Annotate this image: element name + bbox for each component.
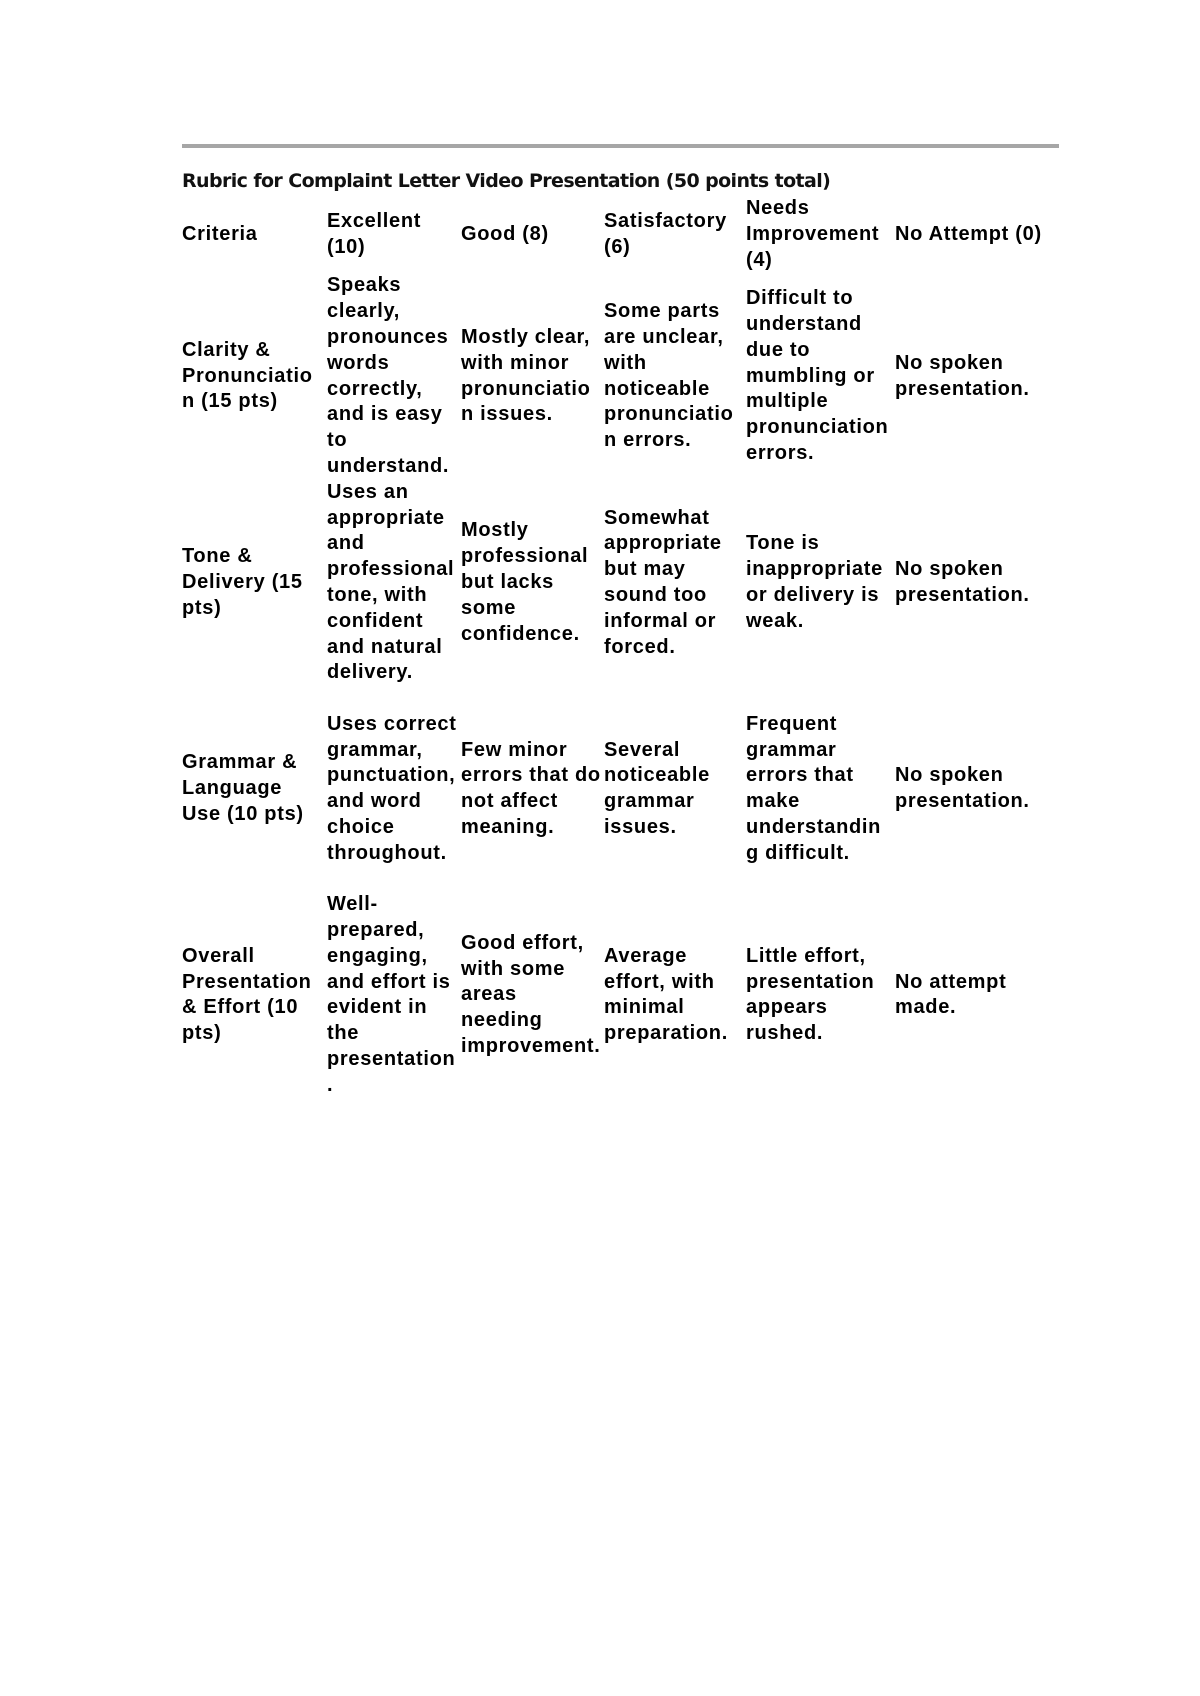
needs-improvement-cell: Frequent grammar errors that make understanding difficult.	[746, 712, 882, 864]
column-header-satisfactory: Satisfactory (6)	[604, 209, 727, 258]
good-cell: Mostly clear, with minor pronunciation issues.	[461, 325, 591, 426]
good-cell: Few minor errors that do not affect meaning.	[461, 738, 601, 838]
criteria-cell: Clarity & Pronunciation (15 pts)	[182, 338, 313, 413]
criteria-cell: Tone & Delivery (15 pts)	[182, 545, 303, 619]
document-title: Rubric for Complaint Letter Video Presentation (50 points total)	[182, 170, 831, 192]
satisfactory-cell: Average effort, with minimal preparation.	[604, 944, 728, 1045]
no-attempt-cell: No spoken presentation.	[895, 558, 1030, 606]
needs-improvement-cell: Little effort, presentation appears rushed.	[746, 944, 875, 1045]
criteria-cell: Grammar & Language Use (10 pts)	[182, 751, 304, 826]
satisfactory-cell: Somewhat appropriate but may sound too informal or forced.	[604, 506, 722, 658]
criteria-cell: Overall Presentation & Effort (10 pts)	[182, 944, 312, 1045]
top-divider	[182, 144, 1059, 148]
column-header-excellent: Excellent (10)	[327, 209, 422, 258]
excellent-cell: Well-prepared, engaging, and effort is evident in the presentation.	[327, 893, 456, 1096]
good-cell: Mostly professional but lacks some confidence.	[461, 519, 589, 645]
rubric-table	[182, 196, 1059, 1099]
table-row	[182, 686, 1059, 892]
table-row	[182, 892, 1059, 1098]
column-header-needs-improvement: Needs Improvement (4)	[746, 197, 880, 271]
column-header-no-attempt: No Attempt (0)	[895, 222, 1042, 245]
table-row	[182, 273, 1059, 479]
table-header-row	[182, 196, 1059, 273]
no-attempt-cell: No spoken presentation.	[895, 351, 1030, 400]
no-attempt-cell: No spoken presentation.	[895, 764, 1030, 813]
satisfactory-cell: Several noticeable grammar issues.	[604, 738, 710, 838]
satisfactory-cell: Some parts are unclear, with noticeable pronunciation errors.	[604, 300, 734, 452]
good-cell: Good effort, with some areas needing improvement.	[461, 931, 601, 1058]
excellent-cell: Speaks clearly, pronounces words correctly, and is easy to understand.	[327, 274, 450, 477]
needs-improvement-cell: Tone is inappropriate or delivery is weak.	[746, 532, 883, 632]
excellent-cell: Uses correct grammar, punctuation, and word choice throughout.	[327, 712, 457, 864]
excellent-cell: Uses an appropriate and professional tone, with confident and natural delivery.	[327, 480, 455, 684]
column-header-good: Good (8)	[461, 222, 549, 245]
column-header-criteria: Criteria	[182, 222, 258, 245]
needs-improvement-cell: Difficult to understand due to mumbling or multiple pronunciation errors.	[746, 287, 889, 465]
no-attempt-cell: No attempt made.	[895, 970, 1007, 1019]
table-row	[182, 480, 1059, 686]
